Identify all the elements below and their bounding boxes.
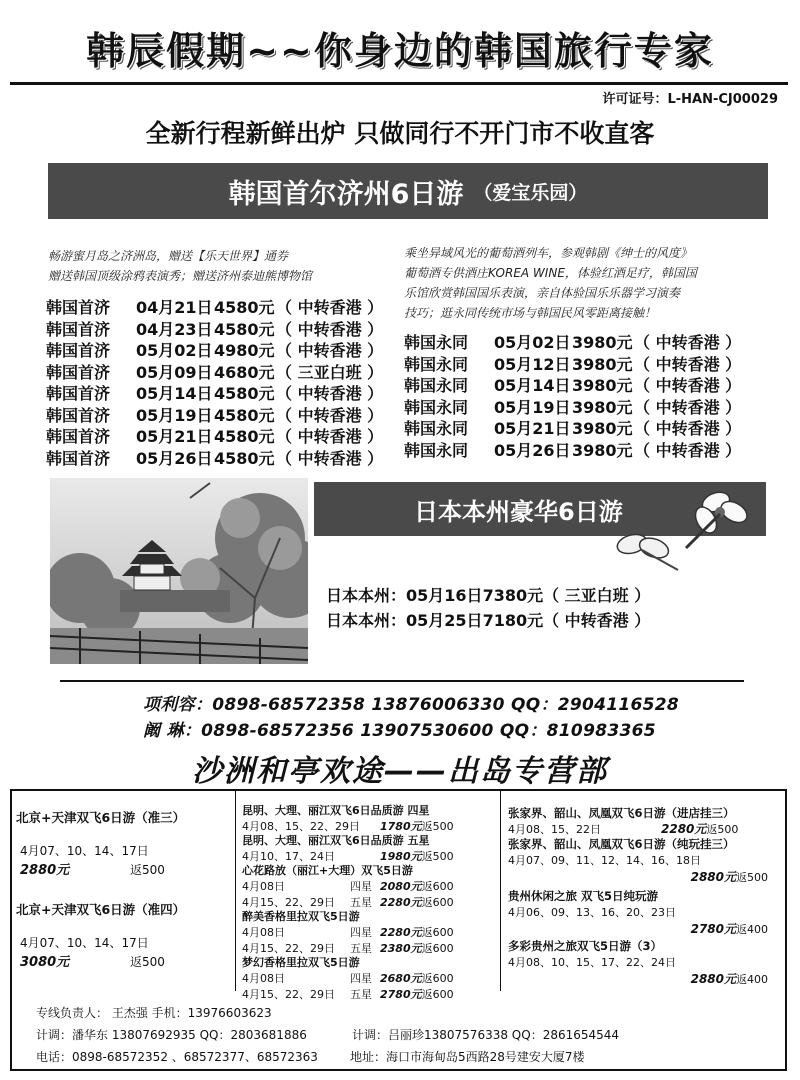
tour-rebate: 返600 — [421, 972, 454, 985]
trip-price: 4580元 — [214, 427, 275, 446]
tour-price: 2880元 — [20, 863, 70, 878]
tour-price: 1980元 — [380, 850, 422, 863]
tour-rebate: 返400 — [736, 973, 768, 986]
tour-dates: 4月15、22、29日 — [242, 988, 335, 1001]
tour-date-line — [242, 894, 496, 910]
trip-date: 05月26日 — [136, 448, 213, 468]
trip-row — [404, 440, 749, 462]
trip-row — [404, 354, 749, 376]
trip-date: 05月14日 — [136, 384, 213, 403]
header-rule — [10, 82, 788, 85]
trip-price: 3980元 — [572, 354, 633, 374]
phone-line: 电话：0898-68572352 、68572377、68572363 — [36, 1050, 318, 1064]
tour-title: 贵州休闲之旅 双飞5日纯玩游 — [508, 889, 659, 903]
tour-title: 梦幻香格里拉双飞5日游 — [242, 956, 360, 969]
trip-route: 韩国永同 — [404, 440, 469, 460]
trip-via: （ 中转香港 ） — [276, 427, 384, 446]
tour-star: 四星 — [350, 972, 372, 985]
tour-rebate: 返400 — [736, 923, 768, 936]
tour-price: 2280元 — [380, 926, 422, 939]
trip-row — [46, 340, 391, 362]
tour-price: 3080元 — [20, 955, 70, 970]
address-line: 地址：海口市海甸岛5西路28号建安大厦7楼 — [350, 1050, 585, 1064]
tour-rebate: 返600 — [421, 896, 454, 909]
trip-price: 3980元 — [572, 440, 633, 460]
trip-date: 05月09日 — [136, 362, 213, 382]
tour-star: 五星 — [350, 988, 372, 1001]
promo-line: 乐馆欣赏韩国国乐表演，亲自体验国乐乐器学习演奏 — [404, 286, 681, 300]
trip-price: 4580元 — [214, 298, 275, 317]
tour-title: 张家界、韶山、凤凰双飞6日游（纯玩挂三） — [508, 837, 735, 851]
trip-price: 4680元 — [214, 362, 275, 382]
tour-date-line — [508, 954, 784, 970]
tour-rebate: 返500 — [706, 823, 739, 836]
trip-price: 4580元 — [214, 319, 275, 339]
promo-line: 葡萄酒专供酒庄KOREA WINE，体验红酒足疗，韩国国 — [404, 266, 697, 280]
trip-row — [326, 608, 650, 633]
tour-price: 2280元 — [661, 822, 707, 836]
tour-price: 2280元 — [380, 896, 422, 909]
tour-dates: 4月08日 — [242, 926, 285, 939]
trip-row — [404, 375, 749, 397]
trip-via: （ 中转香港 ） — [543, 611, 651, 630]
castle-photo — [50, 478, 308, 664]
trip-route: 韩国首济 — [46, 298, 111, 317]
yongdong-promo — [404, 243, 697, 323]
contact-phones: 0898-68572356 13907530600 QQ：810983365 — [201, 721, 656, 741]
trip-price: 4980元 — [214, 341, 275, 360]
tour-date-line — [242, 878, 496, 894]
trip-date: 05月19日 — [136, 405, 213, 425]
trip-price: 3980元 — [572, 333, 633, 352]
trip-route: 韩国永同 — [404, 376, 469, 395]
trip-row — [404, 332, 749, 354]
yongdong-trip-list — [404, 332, 749, 461]
tour-date-line — [242, 940, 496, 956]
spacer — [16, 878, 228, 900]
tour-date-line — [508, 821, 784, 837]
tour-date-line — [242, 986, 496, 1002]
trip-route: 韩国首济 — [46, 405, 111, 425]
tour-dates: 4月08、15、22、29日 — [242, 820, 360, 833]
tour-price-line — [16, 859, 228, 878]
tour-star: 四星 — [350, 880, 372, 893]
domestic-col-2 — [242, 804, 496, 1002]
trip-date: 04月21日 — [136, 298, 213, 317]
tour-rebate: 返500 — [736, 871, 768, 884]
promo-line: 赠送韩国顶级涂鸦表演秀；赠送济州泰迪熊博物馆 — [48, 269, 313, 283]
manager-line: 专线负责人： 王杰强 手机：13976603623 — [36, 1006, 272, 1020]
tour-price: 2080元 — [380, 880, 422, 893]
tour-date-line — [242, 848, 496, 864]
trip-date: 05月14日 — [494, 376, 571, 395]
promo-line: 乘坐异域风光的葡萄酒列车，参观韩剧《绅士的风度》 — [404, 246, 693, 260]
tour-rebate: 返500 — [421, 850, 454, 863]
tour-star: 五星 — [350, 896, 372, 909]
trip-via: （ 中转香港 ） — [634, 440, 742, 460]
trip-route: 韩国永同 — [404, 419, 469, 438]
trip-via: （ 中转香港 ） — [276, 405, 384, 425]
trip-price: 4580元 — [214, 448, 275, 468]
page-title: 韩辰假期~~你身边的韩国旅行专家 — [86, 29, 714, 73]
tour-rebate: 返500 — [130, 955, 165, 969]
tour-price: 1780元 — [380, 820, 422, 833]
trip-price: 3980元 — [572, 397, 633, 417]
trip-via: （ 中转香港 ） — [276, 319, 384, 339]
tour-dates: 4月15、22、29日 — [242, 942, 335, 955]
trip-row — [46, 426, 391, 448]
trip-row — [46, 383, 391, 405]
trip-via: （ 中转香港 ） — [276, 341, 384, 360]
jeju-promo — [48, 246, 312, 286]
tour-price-line — [508, 970, 784, 987]
trip-route: 韩国首济 — [46, 448, 111, 468]
trip-row — [46, 297, 391, 319]
tour-title: 北京+天津双飞6日游（准四） — [16, 902, 186, 917]
trip-row — [326, 583, 650, 608]
tour-rebate: 返600 — [421, 942, 454, 955]
domestic-col-3 — [508, 806, 784, 989]
korea-tour-banner — [48, 163, 768, 219]
trip-price: 7180元 — [482, 611, 544, 630]
tour-title: 昆明、大理、丽江双飞6日品质游 五星 — [242, 834, 430, 847]
tour-price-line — [508, 920, 784, 937]
ops-title: 沙洲和亭欢途——出岛专营部 — [192, 754, 608, 789]
blossom-icon — [676, 482, 760, 552]
trip-date: 05月12日 — [494, 354, 571, 374]
trip-route: 日本本州： — [326, 611, 407, 630]
column-divider — [500, 791, 501, 991]
trip-row — [404, 397, 749, 419]
trip-row — [404, 418, 749, 440]
trip-price: 7380元 — [482, 586, 544, 605]
contact-name: 阚 琳： — [143, 721, 202, 741]
tour-dates: 4月10、17、24日 — [242, 850, 335, 863]
jeju-trip-list — [46, 297, 391, 469]
contact-line — [143, 716, 656, 741]
trip-via: （ 中转香港 ） — [276, 384, 384, 403]
trip-date: 05月26日 — [494, 440, 571, 460]
tour-date-line — [242, 818, 496, 834]
trip-route: 韩国永同 — [404, 333, 469, 352]
tour-star: 四星 — [350, 926, 372, 939]
trip-via: （ 中转香港 ） — [634, 419, 742, 438]
contact-phones: 0898-68572358 13876006330 QQ：2904116528 — [212, 695, 680, 715]
trip-via: （ 三亚白班 ） — [276, 362, 384, 382]
trip-date: 05月25日 — [406, 611, 483, 630]
tour-dates: 4月08、10、15、17、22、24日 — [508, 956, 676, 969]
tour-price: 2780元 — [690, 922, 736, 936]
promo-line: 畅游蜜月岛之济洲岛，赠送【乐天世界】通券 — [48, 249, 289, 263]
trip-row — [46, 405, 391, 427]
tour-date-line — [508, 904, 784, 920]
tour-price-line — [508, 868, 784, 885]
trip-row — [46, 448, 391, 470]
tour-rebate: 返600 — [421, 926, 454, 939]
contact-rule — [60, 680, 744, 682]
tour-dates: 4月07、10、14、17日 — [20, 936, 149, 950]
tour-title: 心花路放（丽江+大理）双飞5日游 — [242, 864, 413, 877]
korea-banner-subtitle: （爱宝乐园） — [473, 181, 588, 204]
trip-via: （ 中转香港 ） — [276, 448, 384, 468]
trip-route: 韩国首济 — [46, 341, 111, 360]
trip-date: 05月21日 — [136, 427, 213, 446]
tour-dates: 4月15、22、29日 — [242, 896, 335, 909]
trip-route: 韩国首济 — [46, 384, 111, 403]
tour-price: 2880元 — [690, 870, 736, 884]
japan-trip-list — [326, 583, 650, 633]
trip-route: 韩国永同 — [404, 397, 469, 417]
tour-price: 2380元 — [380, 942, 422, 955]
japan-banner-title: 日本本州豪华6日游 — [414, 497, 623, 526]
trip-price: 3980元 — [572, 419, 633, 438]
promo-line: 技巧；逛永同传统市场与韩国民风零距离接触！ — [404, 306, 657, 320]
column-divider — [235, 791, 236, 991]
tour-title: 张家界、韶山、凤凰双飞6日游（进店挂三） — [508, 806, 735, 820]
trip-price: 4580元 — [214, 405, 275, 425]
tour-price: 2880元 — [690, 972, 736, 986]
tour-date-line — [508, 852, 784, 868]
tour-star: 五星 — [350, 942, 372, 955]
tour-date-line — [242, 924, 496, 940]
trip-date: 05月21日 — [494, 419, 571, 438]
trip-route: 韩国首济 — [46, 362, 111, 382]
trip-route: 日本本州： — [326, 586, 407, 605]
trip-route: 韩国永同 — [404, 354, 469, 374]
trip-route: 韩国首济 — [46, 319, 111, 339]
trip-via: （ 中转香港 ） — [634, 376, 742, 395]
tour-title: 多彩贵州之旅双飞5日游（3） — [508, 939, 663, 953]
trip-via: （ 中转香港 ） — [634, 354, 742, 374]
operator-line: 计调：潘华东 13807692935 QQ：2803681886 — [36, 1028, 307, 1042]
korea-banner-title: 韩国首尔济州6日游 — [228, 178, 464, 210]
tour-dates: 4月07、09、11、12、14、16、18日 — [508, 854, 701, 867]
trip-row — [46, 319, 391, 341]
trip-price: 4580元 — [214, 384, 275, 403]
tour-title: 北京+天津双飞6日游（准三） — [16, 810, 186, 825]
tour-rebate: 返600 — [421, 880, 454, 893]
tour-rebate: 返500 — [421, 820, 454, 833]
tour-price: 2780元 — [380, 988, 422, 1001]
tour-dates: 4月08、15、22日 — [508, 823, 601, 836]
slogan: 全新行程新鲜出炉 只做同行不开门市不收直客 — [145, 119, 655, 148]
trip-date: 05月16日 — [406, 586, 483, 605]
trip-date: 04月23日 — [136, 319, 213, 339]
tour-rebate: 返500 — [130, 863, 165, 877]
trip-price: 3980元 — [572, 376, 633, 395]
contact-name: 项利容： — [143, 695, 213, 715]
trip-via: （ 三亚白班 ） — [543, 586, 651, 605]
tour-dates: 4月08日 — [242, 880, 285, 893]
trip-route: 韩国首济 — [46, 427, 111, 446]
tour-dates: 4月07、10、14、17日 — [20, 844, 149, 858]
blossom-icon — [612, 526, 682, 572]
tour-title: 醉美香格里拉双飞5日游 — [242, 910, 360, 923]
tour-price: 2680元 — [380, 972, 422, 985]
trip-via: （ 中转香港 ） — [634, 397, 742, 417]
trip-date: 05月19日 — [494, 397, 571, 417]
tour-dates: 4月08日 — [242, 972, 285, 985]
trip-date: 05月02日 — [136, 341, 213, 360]
contact-line — [143, 690, 679, 715]
license-number: 许可证号：L-HAN-CJ00029 — [602, 92, 778, 107]
tour-date-line — [242, 970, 496, 986]
trip-date: 05月02日 — [494, 333, 571, 352]
operator-line: 计调：吕丽珍13807576338 QQ：2861654544 — [352, 1028, 620, 1042]
trip-via: （ 中转香港 ） — [634, 333, 742, 352]
trip-via: （ 中转香港 ） — [276, 298, 384, 317]
trip-row — [46, 362, 391, 384]
tour-title: 昆明、大理、丽江双飞6日品质游 四星 — [242, 804, 430, 817]
tour-dates: 4月06、09、13、16、20、23日 — [508, 906, 676, 919]
tour-rebate: 返600 — [421, 988, 454, 1001]
domestic-col-1 — [16, 808, 228, 970]
tour-price-line — [16, 951, 228, 970]
